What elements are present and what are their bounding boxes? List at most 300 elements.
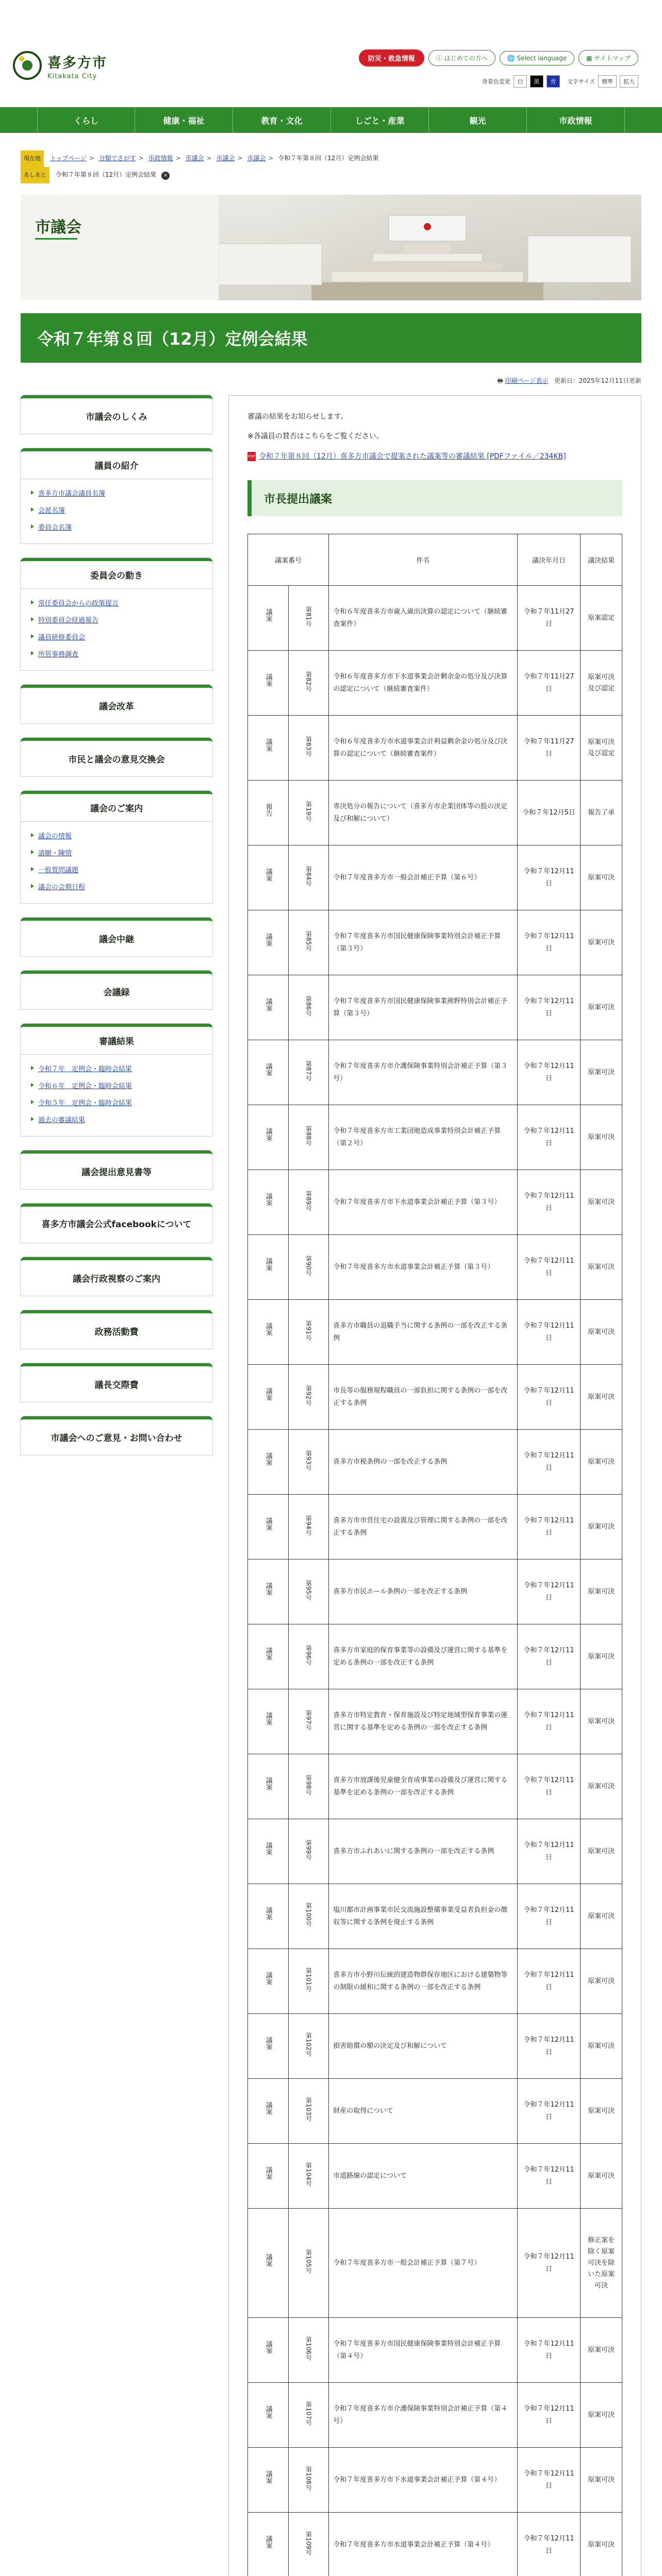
table-row xyxy=(248,2318,622,2383)
bill-result: 原案可決 xyxy=(581,845,622,910)
print-page-link[interactable]: 印刷ページ表示 xyxy=(505,377,549,384)
sidebar-heading-link[interactable]: 議長交際費 xyxy=(94,1380,139,1391)
bill-no-cell xyxy=(288,2513,329,2576)
sidebar-box xyxy=(21,1150,212,1189)
bill-no-cell xyxy=(288,1560,329,1624)
table-row xyxy=(248,1170,622,1235)
banner-underline xyxy=(35,238,77,240)
bill-result: 原案可決 xyxy=(581,1754,622,1819)
bill-type: 議案 xyxy=(264,868,272,882)
table-row xyxy=(248,716,622,781)
bill-type: 議案 xyxy=(264,1452,272,1466)
bill-type-cell xyxy=(248,2383,289,2448)
bill-name: 令和７年度喜多方市工業団地造成事業特別会計補正予算（第２号） xyxy=(329,1105,518,1170)
bill-no: 第99号 xyxy=(305,1839,312,1860)
bill-date: 令和７年12月11日 xyxy=(517,2144,581,2209)
sidebar-heading-link[interactable]: 議会行政視察のご案内 xyxy=(73,1274,160,1284)
bill-type: 議案 xyxy=(264,1906,272,1920)
bill-result: 原案可決 xyxy=(581,1365,622,1430)
table-row xyxy=(248,1235,622,1300)
breadcrumb-link[interactable]: 市政情報 xyxy=(148,155,173,162)
site-title[interactable] xyxy=(47,52,107,80)
bill-type: 議案 xyxy=(264,2166,272,2180)
page-meta xyxy=(498,376,641,387)
nav-item-living[interactable]: くらし xyxy=(37,107,135,133)
bill-type: 議案 xyxy=(264,2535,272,2549)
bill-no: 第107号 xyxy=(305,2401,312,2426)
bill-type: 議案 xyxy=(264,1517,272,1531)
bill-name: 令和６年度喜多方市下水道事業会計剰余金の処分及び決算の認定について（継続審査案件） xyxy=(329,651,518,716)
bill-type-cell xyxy=(248,1365,289,1430)
sidebar-item[interactable]: 議員研修委員会 xyxy=(30,628,203,645)
bill-type-cell xyxy=(248,781,289,845)
table-row xyxy=(248,2383,622,2448)
global-nav xyxy=(0,107,662,133)
sidebar-heading-link[interactable]: 議会改革 xyxy=(99,702,134,712)
sidebar-item[interactable]: 特別委員会経過報告 xyxy=(30,611,203,628)
bill-type-cell xyxy=(248,1235,289,1300)
bill-name: 令和６年度喜多方市歳入歳出決算の認定について（継続審査案件） xyxy=(329,586,518,651)
bill-result: 原案可決 xyxy=(581,1040,622,1105)
font-standard-button[interactable]: 標準 xyxy=(598,75,617,88)
sidebar-item[interactable]: 会派名簿 xyxy=(30,501,203,518)
bill-type-cell xyxy=(248,1689,289,1754)
bill-type: 議案 xyxy=(264,2253,272,2267)
bill-date: 令和７年12月11日 xyxy=(517,1430,581,1495)
history-item[interactable]: 令和７年第８回（12月）定例会結果 xyxy=(55,171,157,178)
sidebar-heading-link[interactable]: 喜多方市議会公式facebookについて xyxy=(41,1219,192,1230)
bill-date: 令和７年11月27日 xyxy=(517,651,581,716)
bill-no: 第103号 xyxy=(305,2097,312,2122)
sidebar-heading-link[interactable]: 政務活動費 xyxy=(94,1327,139,1337)
bill-name: 令和７年度喜多方市国民健康保険事業特別会計補正予算（第４号） xyxy=(329,2318,518,2383)
bill-no: 第95号 xyxy=(305,1580,312,1601)
table-row xyxy=(248,2513,622,2576)
sidebar-item[interactable]: 議会の会期日程 xyxy=(30,878,203,895)
bill-type: 議案 xyxy=(264,2101,272,2115)
breadcrumb-link[interactable]: トップページ xyxy=(49,155,87,162)
bill-result: 原案可決 xyxy=(581,1235,622,1300)
table-row xyxy=(248,651,622,716)
sidebar-heading-link[interactable]: 議会中継 xyxy=(99,935,134,945)
bill-date: 令和７年12月11日 xyxy=(517,2448,581,2513)
col-header-result: 議決結果 xyxy=(581,534,622,586)
site-header xyxy=(0,0,662,85)
bill-name: 市道路線の認定について xyxy=(329,2144,518,2209)
bill-name: 喜多方市ふれあいに関する条例の一部を改正する条例 xyxy=(329,1819,518,1884)
bill-result: 修正案を除く原案可決を除いた原案可決 xyxy=(581,2209,622,2318)
bill-name: 令和７年度喜多方市水道事業会計補正予算（第３号） xyxy=(329,1235,518,1300)
bill-no: 第85号 xyxy=(305,930,312,952)
bill-result: 原案可決 xyxy=(581,1170,622,1235)
table-row xyxy=(248,1884,622,1949)
close-icon[interactable]: × xyxy=(161,172,170,180)
lead-note: ※各議員の賛否はこちらをご覧ください。 xyxy=(247,432,384,440)
bill-type: 議案 xyxy=(264,1257,272,1271)
bill-no: 第92号 xyxy=(305,1385,312,1406)
sidebar-box xyxy=(21,971,212,1009)
table-row xyxy=(248,1040,622,1105)
table-row xyxy=(248,910,622,975)
bill-date: 令和７年12月11日 xyxy=(517,2209,581,2318)
bill-date: 令和７年12月11日 xyxy=(517,1949,581,2014)
bill-no-cell xyxy=(288,2383,329,2448)
bill-name: 令和７年度喜多方市下水道事業会計補正予算（第４号） xyxy=(329,2448,518,2513)
bill-type: 議案 xyxy=(264,997,272,1011)
sidebar-heading-link[interactable]: 会議録 xyxy=(103,988,130,998)
sidebar-heading-link[interactable]: 市民と議会の意見交換会 xyxy=(68,755,165,765)
bill-type-cell xyxy=(248,1819,289,1884)
bill-no-cell xyxy=(288,1884,329,1949)
bg-blue-button[interactable]: 青 xyxy=(547,75,560,88)
city-logo-icon[interactable] xyxy=(9,47,45,83)
sidebar-item[interactable]: 請願・陳情 xyxy=(30,844,203,861)
bill-result: 原案可決 xyxy=(581,2079,622,2144)
bill-name: 塩川都市計画事業市民交流施設整備事業受益者負担金の徴収等に関する条例を廃止する条例 xyxy=(329,1884,518,1949)
bill-result: 原案可決及び認定 xyxy=(581,716,622,781)
bill-result: 原案可決 xyxy=(581,2318,622,2383)
bill-result: 原案可決 xyxy=(581,2383,622,2448)
table-row xyxy=(248,1754,622,1819)
bill-result: 原案可決及び認定 xyxy=(581,651,622,716)
nav-item-health[interactable]: 健康・福祉 xyxy=(135,107,233,133)
section-heading-mayor-bills: 市長提出議案 xyxy=(247,480,622,516)
bill-no: 第105号 xyxy=(305,2249,312,2274)
bill-name: 専決処分の報告について（喜多方市企業団体等の股の決定及び和解について） xyxy=(329,781,518,845)
sidebar-item[interactable]: 過去の審議結果 xyxy=(30,1111,203,1128)
bill-type-cell xyxy=(248,1624,289,1689)
table-row xyxy=(248,1819,622,1884)
nav-item-tourism[interactable]: 観光 xyxy=(429,107,527,133)
bill-date: 令和７年12月11日 xyxy=(517,1560,581,1624)
table-header-row xyxy=(248,534,622,586)
bill-no: 第90号 xyxy=(305,1255,312,1276)
sidebar-item[interactable]: 所管事務調査 xyxy=(30,645,203,662)
sidebar-box xyxy=(21,448,212,544)
bill-name: 令和７年度喜多方市下水道事業会計補正予算（第３号） xyxy=(329,1170,518,1235)
bill-type-cell xyxy=(248,2513,289,2576)
bill-result: 原案可決 xyxy=(581,1819,622,1884)
nav-item-work[interactable]: しごと・産業 xyxy=(331,107,429,133)
breadcrumb: 現在地 トップページ > 分類でさがす > 市政情報 > 市議会 > 市議会 > 市議会 > 令和７年第８回（12月）定例会結果 あしあと 令和７年第８回（12月）定例会結果 × xyxy=(21,150,378,183)
breadcrumb-link[interactable]: 分類でさがす xyxy=(98,155,136,162)
bill-no: 第93号 xyxy=(305,1450,312,1471)
bill-no-cell xyxy=(288,1689,329,1754)
bill-result: 原案可決 xyxy=(581,1495,622,1560)
bill-date: 令和７年12月11日 xyxy=(517,1495,581,1560)
bill-date: 令和７年12月11日 xyxy=(517,1819,581,1884)
bill-no-cell xyxy=(288,1754,329,1819)
bill-name: 喜多方市家庭的保育事業等の設備及び運営に関する基準を定める条例の一部を改正する条例 xyxy=(329,1624,518,1689)
bill-date: 令和７年12月11日 xyxy=(517,2383,581,2448)
bill-no-cell xyxy=(288,2144,329,2209)
bill-no: 第89号 xyxy=(305,1190,312,1211)
table-row xyxy=(248,2014,622,2079)
bill-name: 喜多方市職員の退職手当に関する条例の一部を改正する条例 xyxy=(329,1300,518,1365)
language-label: Select language xyxy=(517,54,567,62)
bill-no: 第88号 xyxy=(305,1125,312,1146)
bill-no-cell xyxy=(288,975,329,1040)
bill-type: 議案 xyxy=(264,673,272,687)
bill-result: 原案可決 xyxy=(581,2513,622,2576)
bill-type-cell xyxy=(248,975,289,1040)
col-header-subject: 件名 xyxy=(329,534,518,586)
sidebar-item[interactable]: 令和６年 定例会・臨時会結果 xyxy=(30,1077,203,1094)
table-row xyxy=(248,1495,622,1560)
sidebar-heading[interactable]: 議員の紹介 xyxy=(21,451,212,479)
bill-type: 議案 xyxy=(264,1776,272,1790)
bill-date: 令和７年12月11日 xyxy=(517,1365,581,1430)
bill-type-cell xyxy=(248,1300,289,1365)
bill-type: 議案 xyxy=(264,2405,272,2419)
bill-no-cell xyxy=(288,845,329,910)
bill-type: 議案 xyxy=(264,1322,272,1336)
breadcrumb-link[interactable]: 市議会 xyxy=(216,155,235,162)
bill-no: 第108号 xyxy=(305,2466,312,2490)
bill-result: 報告了承 xyxy=(581,781,622,845)
sidebar-item[interactable]: 喜多方市議会議員名簿 xyxy=(30,484,203,501)
col-header-bill-no: 議案番号 xyxy=(248,534,329,586)
bill-type-cell xyxy=(248,1040,289,1105)
updated-date: 更新日：2025年12月11日更新 xyxy=(554,377,641,384)
bill-no: 第94号 xyxy=(305,1515,312,1536)
bill-type: 議案 xyxy=(264,1582,272,1596)
bill-date: 令和７年12月11日 xyxy=(517,2014,581,2079)
sidebar-item[interactable]: 委員会名簿 xyxy=(30,518,203,535)
nav-item-education[interactable]: 教育・文化 xyxy=(233,107,331,133)
bill-no-cell xyxy=(288,651,329,716)
bill-no: 第83号 xyxy=(305,736,312,757)
nav-item-city-info[interactable]: 市政情報 xyxy=(527,107,625,133)
pdf-link-row xyxy=(247,450,622,463)
font-enlarge-button[interactable]: 拡大 xyxy=(620,75,638,88)
table-row xyxy=(248,2079,622,2144)
bill-date: 令和７年12月11日 xyxy=(517,2079,581,2144)
table-row xyxy=(248,1624,622,1689)
bill-type: 議案 xyxy=(264,608,272,622)
sidebar-box xyxy=(21,1363,212,1402)
page-banner xyxy=(21,195,641,300)
bill-name: 令和７年度喜多方市一般会計補正予算（第７号） xyxy=(329,2209,518,2318)
bill-type: 議案 xyxy=(264,1647,272,1660)
bill-type: 議案 xyxy=(264,1841,272,1855)
bill-date: 令和７年12月11日 xyxy=(517,1689,581,1754)
bill-no-cell xyxy=(288,1430,329,1495)
bill-no-cell xyxy=(288,1170,329,1235)
bg-black-button[interactable]: 黒 xyxy=(530,75,543,88)
bill-type: 議案 xyxy=(264,2036,272,2050)
bill-date: 令和７年12月11日 xyxy=(517,1884,581,1949)
bill-no-cell xyxy=(288,910,329,975)
bill-name: 令和７年度喜多方市国民健康保険事業特別会計補正予算（第３号） xyxy=(329,910,518,975)
table-row xyxy=(248,845,622,910)
bill-no: 第109号 xyxy=(305,2531,312,2555)
bill-no-cell xyxy=(288,1365,329,1430)
bill-type-cell xyxy=(248,1949,289,2014)
bill-result: 原案可決 xyxy=(581,1430,622,1495)
bill-type: 議案 xyxy=(264,1971,272,1985)
bill-no-cell xyxy=(288,2209,329,2318)
bill-no-cell xyxy=(288,1300,329,1365)
sidebar-heading-link[interactable]: 議会提出意見書等 xyxy=(81,1167,152,1178)
bill-result: 原案可決 xyxy=(581,2144,622,2209)
bill-result: 原案可決 xyxy=(581,1624,622,1689)
sidebar-heading-link[interactable]: 市議会へのご意見・お問い合わせ xyxy=(51,1433,183,1444)
sidebar-item[interactable]: 令和７年 定例会・臨時会結果 xyxy=(30,1060,203,1077)
bill-date: 令和７年11月27日 xyxy=(517,586,581,651)
bill-name: 喜多方市市営住宅の設置及び管理に関する条例の一部を改正する条例 xyxy=(329,1495,518,1560)
bill-name: 令和７年度喜多方市一般会計補正予算（第６号） xyxy=(329,845,518,910)
sidebar-box xyxy=(21,1310,212,1349)
col-header-date: 議決年月日 xyxy=(517,534,581,586)
table-row xyxy=(248,2144,622,2209)
font-size-label: 文字サイズ xyxy=(567,78,595,85)
sidebar-item[interactable]: 常任委員会からの政策提言 xyxy=(30,594,203,611)
bills-table-body xyxy=(248,586,622,2576)
bill-no-cell xyxy=(288,1040,329,1105)
page-title: 令和７年第８回（12月）定例会結果 xyxy=(21,313,641,363)
breadcrumb-tag-current: 現在地 xyxy=(21,150,44,167)
bill-type-cell xyxy=(248,716,289,781)
emergency-info-button[interactable]: 防災・救急情報 xyxy=(359,49,424,66)
breadcrumb-current: 令和７年第８回（12月）定例会結果 xyxy=(278,155,379,162)
bill-result: 原案可決 xyxy=(581,1949,622,2014)
bill-type: 議案 xyxy=(264,933,272,946)
bill-type-cell xyxy=(248,1430,289,1495)
bill-date: 令和７年12月11日 xyxy=(517,1235,581,1300)
bill-no-cell xyxy=(288,2448,329,2513)
bill-date: 令和７年12月11日 xyxy=(517,975,581,1040)
bill-name: 令和６年度喜多方市水道事業会計利益剰余金の処分及び決算の認定について（継続審査案件） xyxy=(329,716,518,781)
bill-date: 令和７年12月5日 xyxy=(517,781,581,845)
site-title-jp: 喜多方市 xyxy=(47,55,107,71)
bills-table xyxy=(247,534,622,2576)
bill-type-cell xyxy=(248,2318,289,2383)
bill-no: 第81号 xyxy=(305,606,312,627)
bill-type: 議案 xyxy=(264,1062,272,1076)
table-row xyxy=(248,1689,622,1754)
bill-no-cell xyxy=(288,1235,329,1300)
bill-name: 喜多方市特定教育・保育施設及び特定地域型保育事業の運営に関する基準を定める条例の一部を改正する条例 xyxy=(329,1689,518,1754)
bill-no-cell xyxy=(288,1819,329,1884)
breadcrumb-tag-history: あしあと xyxy=(21,167,49,183)
table-row xyxy=(248,586,622,651)
first-time-button[interactable]: ⓘ はじめての方へ xyxy=(428,50,495,66)
table-row xyxy=(248,2209,622,2318)
lead-text: 審議の結果をお知らせします。 xyxy=(247,413,348,421)
bill-type: 議案 xyxy=(264,2470,272,2484)
breadcrumb-link[interactable]: 市議会 xyxy=(247,155,266,162)
banner-title: 市議会 xyxy=(35,218,81,236)
bill-no-cell xyxy=(288,781,329,845)
bill-type-cell xyxy=(248,910,289,975)
print-icon: 🖶 xyxy=(497,377,503,384)
sidebar-box xyxy=(21,918,212,956)
bill-type-cell xyxy=(248,2079,289,2144)
table-row xyxy=(248,1949,622,2014)
bill-name: 喜多方市民ホール条例の一部を改正する条例 xyxy=(329,1560,518,1624)
sidebar-heading[interactable]: 議会のご案内 xyxy=(21,794,212,822)
sidebar-box xyxy=(21,1257,212,1296)
bill-type-cell xyxy=(248,1560,289,1624)
bill-name: 令和７年度喜多方市国民健康保険事業熊野特別会計補正予算（第３号） xyxy=(329,975,518,1040)
bill-date: 令和７年12月11日 xyxy=(517,1040,581,1105)
bill-no: 第86号 xyxy=(305,995,312,1016)
bill-type-cell xyxy=(248,651,289,716)
bill-no-cell xyxy=(288,1624,329,1689)
bill-name: 令和７年度喜多方市介護保険事業特別会計補正予算（第３号） xyxy=(329,1040,518,1105)
table-row xyxy=(248,2448,622,2513)
bill-date: 令和７年12月11日 xyxy=(517,1300,581,1365)
bill-date: 令和７年12月11日 xyxy=(517,2318,581,2383)
bill-result: 原案可決 xyxy=(581,2014,622,2079)
sitemap-label: サイトマップ xyxy=(594,55,631,62)
bill-date: 令和７年12月11日 xyxy=(517,2513,581,2576)
sidebar-box xyxy=(21,1024,212,1136)
bill-no: 第101号 xyxy=(305,1968,312,1992)
language-button[interactable]: 🌐 Select language xyxy=(500,51,574,65)
bill-type-cell xyxy=(248,845,289,910)
accessibility-controls xyxy=(482,75,638,88)
bill-result: 原案可決 xyxy=(581,1689,622,1754)
bill-no-cell xyxy=(288,1495,329,1560)
bill-type-cell xyxy=(248,1754,289,1819)
bill-date: 令和７年12月11日 xyxy=(517,845,581,910)
bill-no-cell xyxy=(288,1949,329,2014)
sitemap-button[interactable]: ▦ サイトマップ xyxy=(578,50,638,66)
bill-no-cell xyxy=(288,2014,329,2079)
sidebar-item[interactable]: 議会の情報 xyxy=(30,827,203,844)
bill-result: 原案可決 xyxy=(581,1105,622,1170)
sidebar-heading-link[interactable]: 市議会のしくみ xyxy=(86,412,147,422)
bill-no: 第100号 xyxy=(305,1903,312,1927)
bill-name: 喜多方市小野川伝統的建造物群保存地区における建築物等の制限の緩和に関する条例の一部を改正する条例 xyxy=(329,1949,518,2014)
table-row xyxy=(248,1560,622,1624)
bill-type-cell xyxy=(248,1495,289,1560)
table-row xyxy=(248,1365,622,1430)
bill-no: 第96号 xyxy=(305,1645,312,1666)
bill-result: 原案可決 xyxy=(581,1884,622,1949)
bill-date: 令和７年11月27日 xyxy=(517,716,581,781)
sidebar-item[interactable]: 一般質問議題 xyxy=(30,861,203,878)
bill-date: 令和７年12月11日 xyxy=(517,1105,581,1170)
site-title-en: Kitakata City xyxy=(47,73,97,80)
bill-no: 第106号 xyxy=(305,2336,312,2361)
sidebar-item[interactable]: 令和５年 定例会・臨時会結果 xyxy=(30,1094,203,1111)
sidebar-box xyxy=(21,1416,212,1455)
bill-type-cell xyxy=(248,586,289,651)
bill-type: 議案 xyxy=(264,1192,272,1206)
bill-date: 令和７年12月11日 xyxy=(517,1754,581,1819)
bill-result: 原案可決 xyxy=(581,2448,622,2513)
pdf-download-link[interactable]: 令和７年第８回（12月）喜多方市議会で提案された議案等の審議結果 [PDFファイル／234KB] xyxy=(259,452,566,461)
sidebar-box xyxy=(21,558,212,670)
bg-color-label: 背景色変更 xyxy=(482,78,510,85)
bill-result: 原案可決 xyxy=(581,910,622,975)
bill-result: 原案認定 xyxy=(581,586,622,651)
bg-white-button[interactable]: 白 xyxy=(514,75,527,88)
breadcrumb-link[interactable]: 市議会 xyxy=(185,155,204,162)
bill-no: 第102号 xyxy=(305,2032,312,2057)
bill-type: 議案 xyxy=(264,1711,272,1725)
bill-no-cell xyxy=(288,1105,329,1170)
bill-no-cell xyxy=(288,716,329,781)
sidebar-heading[interactable]: 委員会の動き xyxy=(21,561,212,589)
bill-name: 令和７年度喜多方市水道事業会計補正予算（第４号） xyxy=(329,2513,518,2576)
table-row xyxy=(248,781,622,845)
sidebar-box xyxy=(21,738,212,776)
sidebar-heading[interactable]: 審議結果 xyxy=(21,1027,212,1055)
